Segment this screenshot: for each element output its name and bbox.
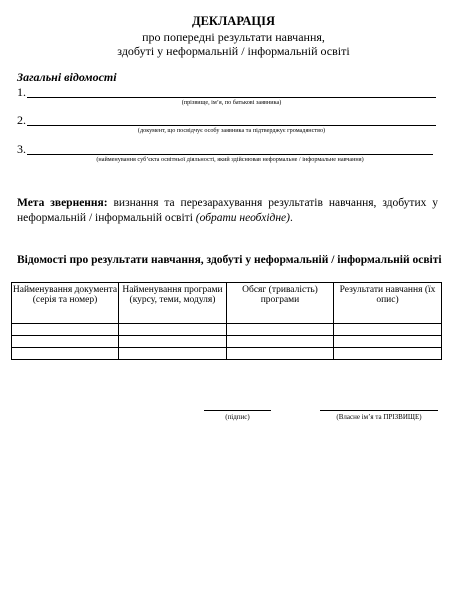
- table-row: [12, 324, 442, 336]
- signature-line[interactable]: [204, 410, 271, 411]
- field-1-hint: (прізвище, ім’я, по батькові заявника): [181, 99, 282, 106]
- document-subtitle-line-1: про попередні результати навчання,: [142, 30, 325, 44]
- field-1-number: 1.: [17, 85, 26, 99]
- table-cell[interactable]: [334, 348, 442, 360]
- field-3-number: 3.: [17, 142, 26, 156]
- table-cell[interactable]: [227, 324, 334, 336]
- table-row: [12, 348, 442, 360]
- field-2-number: 2.: [17, 113, 26, 127]
- table-cell[interactable]: [119, 324, 227, 336]
- field-3-hint: (найменування суб’єкта освітньої діяльності, який здійснював неформальне / інформальне навчання): [96, 156, 364, 163]
- table-cell[interactable]: [12, 336, 119, 348]
- purpose-label: Мета звернення:: [17, 197, 108, 209]
- table-cell[interactable]: [334, 324, 442, 336]
- purpose-note: (обрати необхідне): [195, 212, 290, 224]
- table-cell[interactable]: [12, 324, 119, 336]
- document-title: ДЕКЛАРАЦІЯ: [191, 14, 276, 28]
- field-1-full-name-line[interactable]: [27, 97, 436, 98]
- signature-hint: (підпис): [225, 413, 250, 421]
- field-3-education-provider-line[interactable]: [27, 154, 433, 155]
- table-cell[interactable]: [227, 336, 334, 348]
- table-cell[interactable]: [119, 348, 227, 360]
- column-header-document: Найменування документа (серія та номер): [12, 283, 119, 324]
- table-cell[interactable]: [227, 348, 334, 360]
- results-heading: Відомості про результати навчання, здобуті у неформальній / інформальній освіті: [17, 254, 442, 266]
- name-hint: (Власне ім’я та ПРІЗВИЩЕ): [336, 413, 422, 421]
- column-header-duration: Обсяг (тривалість) програми: [227, 283, 334, 324]
- field-2-identity-document-line[interactable]: [27, 125, 436, 126]
- table-cell[interactable]: [334, 336, 442, 348]
- table-row: [12, 336, 442, 348]
- name-line[interactable]: [320, 410, 438, 411]
- purpose-text: визнання та перезарахування результатів навчання, здобутих у неформальній / інформальній освіті: [17, 197, 438, 224]
- table-cell[interactable]: [119, 336, 227, 348]
- field-2-hint: (документ, що посвідчує особу заявника та підтверджує громадянство): [137, 127, 326, 134]
- column-header-program: Найменування програми (курсу, теми, модуля): [119, 283, 227, 324]
- results-table: [11, 282, 442, 360]
- document-subtitle-line-2: здобуті у неформальній / інформальній освіті: [117, 44, 350, 58]
- table-cell[interactable]: [12, 348, 119, 360]
- general-info-heading: Загальні відомості: [17, 70, 117, 84]
- column-header-learning-results: Результати навчання (їх опис): [334, 283, 442, 324]
- purpose-paragraph: [17, 196, 438, 226]
- purpose-end: .: [290, 212, 293, 224]
- results-header-row: [12, 283, 442, 324]
